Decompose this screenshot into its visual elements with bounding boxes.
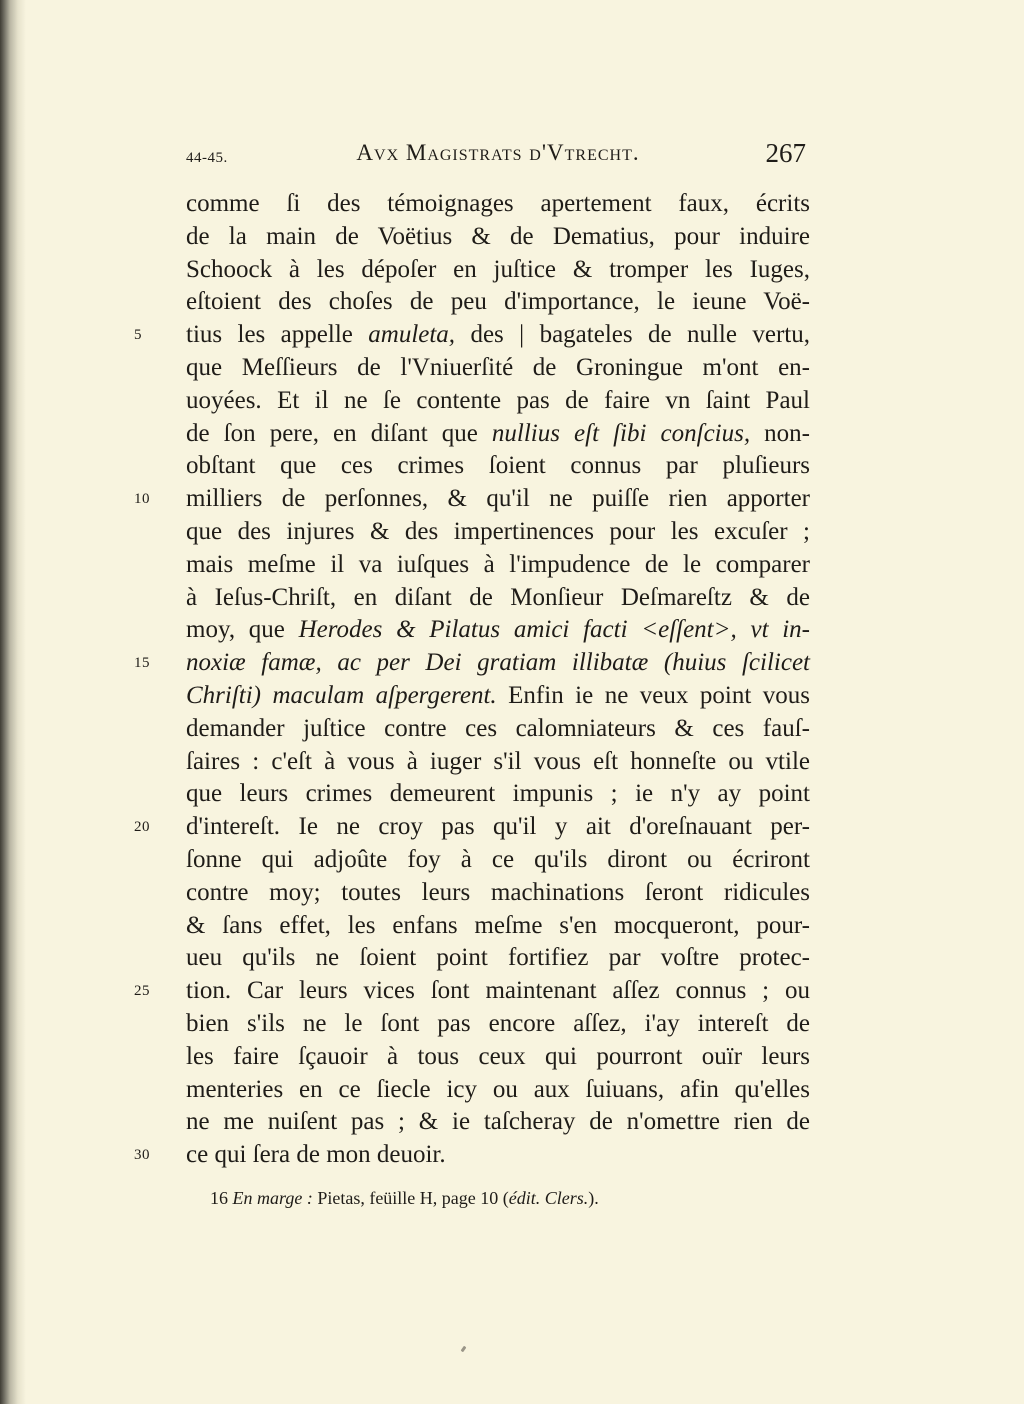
line-text: de ſon pere, en diſant que [186, 419, 492, 447]
line-text: des | bagateles de nulle vertu, [455, 321, 810, 349]
header-title: Avx Magistrats d'Vtrecht. [356, 140, 640, 165]
text-line [186, 942, 810, 975]
italic-text: Chriſti) maculam aſpergerent. [186, 681, 497, 709]
line-text: uoyées. Et il ne ſe contente pas de faire vn ſaint Paul [186, 386, 810, 414]
header-page-range: 44-45. [186, 150, 228, 166]
line-text: que des injures & des impertinences pour les excuſer ; [186, 517, 810, 545]
text-line [134, 483, 810, 516]
line-text: ce qui ſera de mon deuoir. [186, 1141, 446, 1169]
binding-gutter [0, 0, 26, 1404]
text-line [186, 680, 810, 713]
italic-text: noxiæ famæ, ac per Dei gratiam illibatæ (huius ſcilicet [186, 649, 810, 677]
text-line [186, 1074, 810, 1107]
italic-text: nullius eſt ſibi conſcius, [491, 419, 751, 447]
text-line [186, 582, 810, 615]
running-header [186, 140, 810, 174]
line-text: moy, que [186, 616, 299, 644]
italic-text: amuleta, [368, 321, 456, 349]
line-text: tius les appelle [186, 321, 369, 349]
line-text: non- [750, 419, 810, 447]
text-line [186, 450, 810, 483]
line-text: menteries en ce ſiecle icy ou aux ſuiuans, afin qu'elles [186, 1075, 810, 1103]
line-text: bien s'ils ne le ſont pas encore aſſez, i'ay intereſt de [186, 1009, 810, 1037]
main-text [134, 188, 810, 1172]
line-text: d'intereſt. Ie ne croy pas qu'il y ait d'oreſnauant per- [186, 813, 810, 841]
line-text: tion. Car leurs vices ſont maintenant aſſez connus ; ou [186, 977, 810, 1005]
line-text: ueu qu'ils ne ſoient point fortifiez par voſtre protec- [186, 944, 810, 972]
line-text: milliers de perſonnes, & qu'il ne puiſſe rien apporter [186, 485, 810, 513]
line-text: contre moy; toutes leurs machinations ſeront ridicules [186, 878, 810, 906]
text-line [186, 877, 810, 910]
text-line [186, 1041, 810, 1074]
line-number: 25 [134, 983, 150, 1000]
line-number: 15 [134, 655, 150, 672]
line-text: eſtoient des choſes de peu d'importance, le ieune Voë- [186, 288, 810, 316]
text-line [134, 811, 810, 844]
text-line [186, 254, 810, 287]
text-line [186, 614, 810, 647]
text-line [186, 746, 810, 779]
text-line [186, 516, 810, 549]
footnote-label: En marge : [232, 1188, 313, 1208]
line-text: que leurs crimes demeurent impunis ; ie n'y ay point [186, 780, 810, 808]
page-number: 267 [765, 138, 806, 168]
line-text: obſtant que ces crimes ſoient connus par pluſieurs [186, 452, 810, 480]
line-text: demander juſtice contre ces calomniateurs & ces fauſ- [186, 714, 810, 742]
line-number: 5 [134, 327, 142, 344]
footnote-text: Pietas, feüille H, page 10 ( [312, 1188, 509, 1208]
line-text: ſonne qui adjoûte foy à ce qu'ils diront ou écriront [186, 845, 810, 873]
text-line [186, 549, 810, 582]
text-line [186, 910, 810, 943]
footnote-edition: édit. Clers. [508, 1188, 589, 1208]
line-text: comme ſi des témoignages apertement faux, écrits [186, 190, 810, 217]
text-line [186, 188, 810, 221]
line-text: Enfin ie ne veux point vous [496, 681, 810, 709]
text-line [186, 844, 810, 877]
footnote-close: ). [588, 1188, 599, 1208]
text-line [186, 1008, 810, 1041]
text-line [134, 1139, 810, 1172]
italic-text: Herodes & Pilatus amici facti <eſſent>, vt in- [298, 616, 810, 644]
line-number: 20 [134, 819, 150, 836]
line-text: Schoock à les dépoſer en juſtice & tromper les Iuges, [186, 255, 810, 283]
line-text: que Meſſieurs de l'Vniuerſité de Groningue m'ont en- [186, 353, 810, 381]
text-line [186, 713, 810, 746]
text-line [186, 352, 810, 385]
text-line [186, 385, 810, 418]
line-text: les faire ſçauoir à tous ceux qui pourront ouïr leurs [186, 1042, 810, 1070]
text-line [186, 221, 810, 254]
line-text: & ſans effet, les enfans meſme s'en mocqueront, pour- [186, 911, 810, 939]
text-line [186, 1106, 810, 1139]
line-text: ſaires : c'eſt à vous à iuger s'il vous eſt honneſte ou vtile [186, 747, 810, 775]
text-line [186, 286, 810, 319]
text-line [134, 647, 810, 680]
text-line [186, 418, 810, 451]
text-line [186, 778, 810, 811]
footnote-number: 16 [210, 1188, 228, 1208]
footnote [210, 1188, 599, 1209]
line-text: mais meſme il va iuſques à l'impudence de le comparer [186, 550, 810, 578]
line-text: à Ieſus-Chriſt, en diſant de Monſieur Deſmareſtz & de [186, 583, 810, 611]
text-line [134, 319, 810, 352]
line-number: 30 [134, 1147, 150, 1164]
text-line [134, 975, 810, 1008]
line-number: 10 [134, 491, 150, 508]
line-text: de la main de Voëtius & de Dematius, pour induire [186, 222, 810, 250]
paper-speck [461, 1346, 467, 1353]
line-text: ne me nuiſent pas ; & ie taſcheray de n'omettre rien de [186, 1108, 810, 1136]
